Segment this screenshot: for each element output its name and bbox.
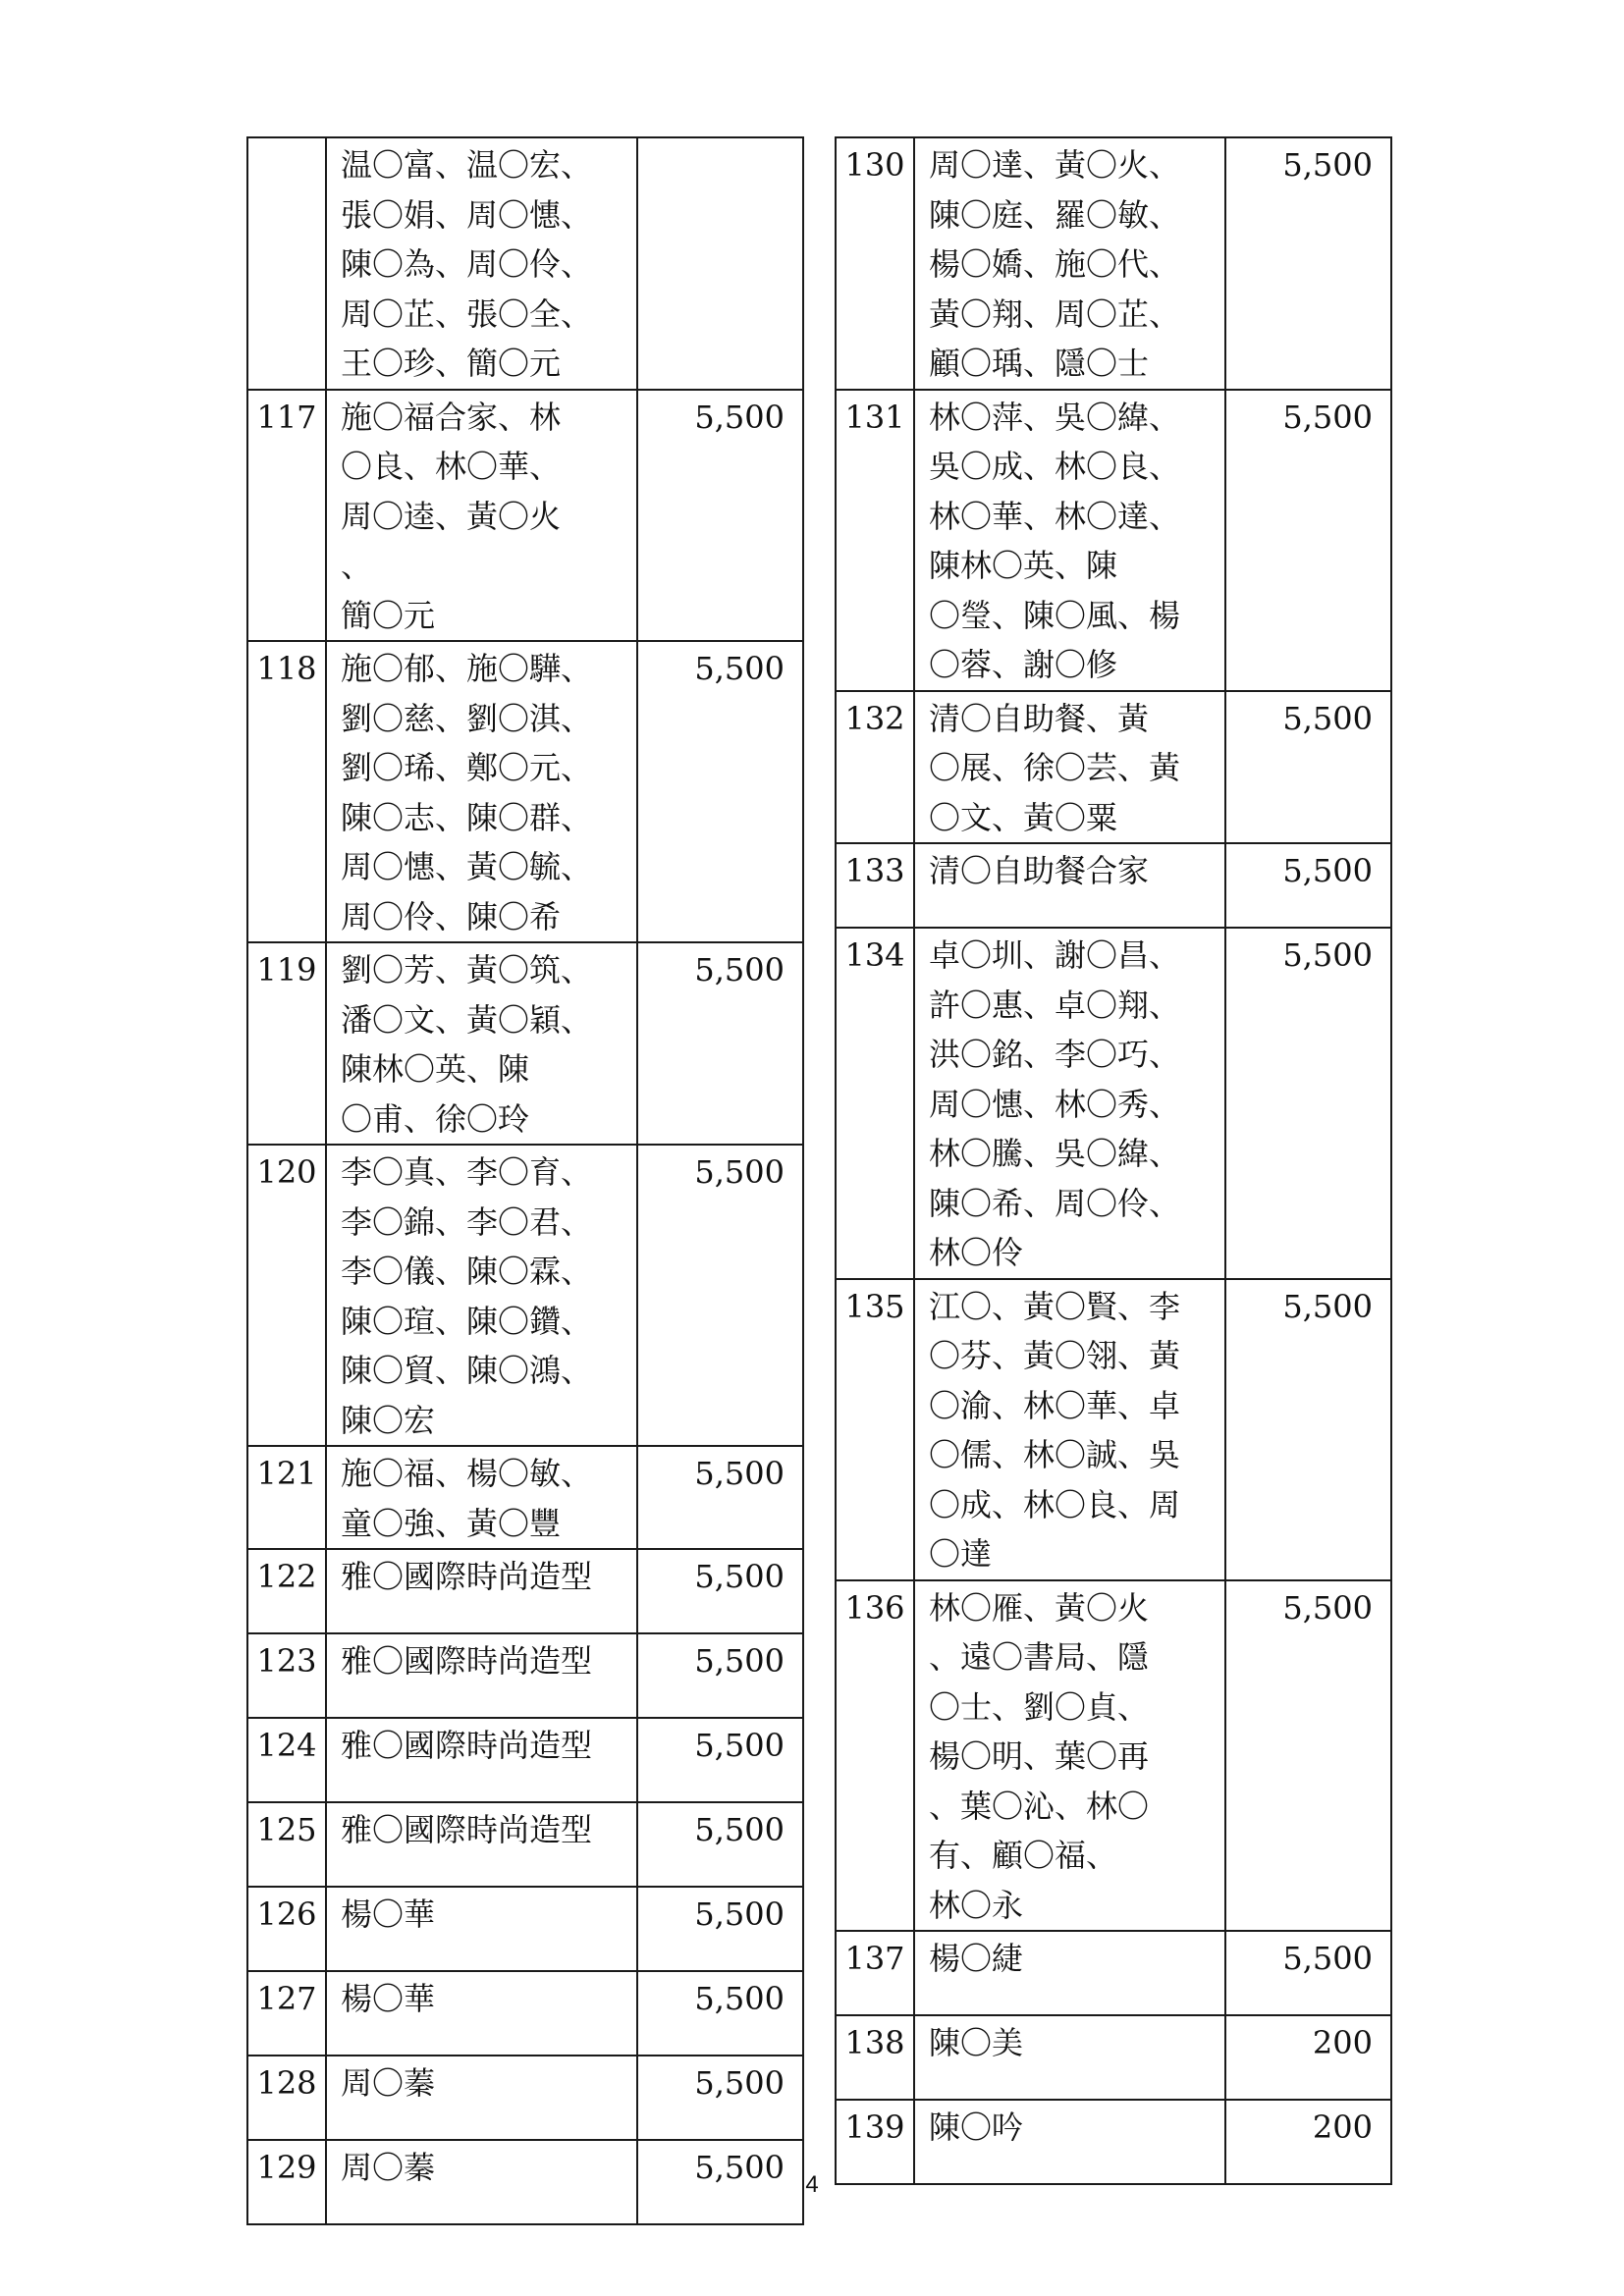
table-row — [836, 137, 1391, 390]
donation-amount: 5,500 — [637, 1718, 803, 1802]
donor-names-line: 陳〇吟 — [929, 2109, 1024, 2146]
donor-table-left-body — [247, 137, 803, 2224]
donor-names-line: 李〇儀、陳〇霖、 — [341, 1253, 593, 1290]
donor-names-line: 陳〇美 — [929, 2024, 1024, 2061]
donor-names — [914, 928, 1225, 1279]
row-number: 124 — [247, 1718, 326, 1802]
row-number: 123 — [247, 1633, 326, 1718]
row-number: 127 — [247, 1971, 326, 2056]
donation-amount: 5,500 — [1225, 137, 1391, 390]
row-number: 125 — [247, 1802, 326, 1887]
row-number: 122 — [247, 1549, 326, 1633]
row-number: 119 — [247, 942, 326, 1145]
row-number: 132 — [836, 691, 914, 844]
donor-names-line: 顧〇瑀、隱〇士 — [929, 345, 1150, 382]
row-number: 133 — [836, 843, 914, 928]
donor-names-line: 周〇伶、陳〇希 — [341, 897, 562, 935]
table-row — [836, 928, 1391, 1279]
row-number: 121 — [247, 1446, 326, 1549]
donation-amount: 5,500 — [1225, 1931, 1391, 2015]
donor-names-line: 陳林〇英、陳 — [341, 1050, 530, 1088]
donor-names-line: 江〇、黃〇賢、李 — [929, 1287, 1181, 1325]
donor-names-line: 王〇珍、簡〇元 — [341, 345, 562, 382]
row-number: 120 — [247, 1145, 326, 1446]
donation-amount: 5,500 — [637, 1446, 803, 1549]
donor-names-line: 〇渝、林〇華、卓 — [929, 1386, 1181, 1424]
donation-amount: 5,500 — [637, 2140, 803, 2224]
donor-table-left — [246, 136, 804, 2225]
table-row — [247, 1718, 803, 1802]
donor-names-line: 林〇伶 — [929, 1234, 1024, 1271]
donor-names-line: 施〇郁、施〇驊、 — [341, 650, 593, 687]
donor-names-line: 李〇錦、李〇君、 — [341, 1202, 593, 1241]
donor-names-line: 陳林〇英、陳 — [929, 547, 1118, 584]
donor-names-line: 施〇福合家、林 — [341, 398, 562, 436]
row-number: 118 — [247, 641, 326, 942]
donor-names-line: 林〇永 — [929, 1886, 1024, 1924]
donation-amount: 5,500 — [637, 1549, 803, 1633]
donor-names — [326, 2056, 637, 2140]
donor-names-line: 林〇萍、吳〇緯、 — [929, 398, 1181, 436]
donor-names-line: 雅〇國際時尚造型 — [341, 1811, 593, 1848]
donor-names-line: 林〇騰、吳〇緯、 — [929, 1135, 1181, 1172]
donor-names-line: 清〇自助餐、黃 — [929, 699, 1150, 737]
donor-names-line: 〇甫、徐〇玲 — [341, 1099, 530, 1138]
donor-names-line: 陳〇瑄、陳〇鑽、 — [341, 1302, 593, 1340]
donor-table-right-body — [836, 137, 1391, 2184]
table-row — [247, 1802, 803, 1887]
donor-names-line: 雅〇國際時尚造型 — [341, 1642, 593, 1680]
donor-names-line: 〇達 — [929, 1535, 993, 1573]
donor-names-line: 〇士、劉〇貞、 — [929, 1687, 1150, 1726]
donor-names-line: 〇芬、黃〇翎、黃 — [929, 1337, 1181, 1374]
donor-table-right — [835, 136, 1392, 2185]
donor-names-line: 陳〇庭、羅〇敏、 — [929, 195, 1181, 234]
donor-names — [326, 942, 637, 1145]
donor-names-line: 周〇逵、黃〇火 — [341, 497, 562, 535]
donor-names-line: 雅〇國際時尚造型 — [341, 1727, 593, 1764]
donor-names — [326, 1633, 637, 1718]
donor-names-line: 〇文、黃〇粟 — [929, 798, 1118, 836]
donation-amount: 5,500 — [637, 1145, 803, 1446]
table-row — [836, 843, 1391, 928]
donor-names-line: 清〇自助餐合家 — [929, 852, 1150, 889]
donor-names — [326, 1802, 637, 1887]
donor-names-line: 洪〇銘、李〇巧、 — [929, 1036, 1181, 1073]
donor-names-line: 陳〇貿、陳〇鴻、 — [341, 1352, 593, 1389]
donor-names — [326, 390, 637, 642]
table-row — [247, 2056, 803, 2140]
donation-amount: 5,500 — [637, 641, 803, 942]
table-row — [836, 2015, 1391, 2100]
row-number: 126 — [247, 1887, 326, 1971]
donor-names — [914, 2015, 1225, 2100]
row-number: 135 — [836, 1279, 914, 1580]
donation-amount — [637, 137, 803, 390]
donor-names-line: 陳〇希、周〇伶、 — [929, 1184, 1181, 1222]
donor-names-line: 許〇惠、卓〇翔、 — [929, 986, 1181, 1024]
table-row — [247, 942, 803, 1145]
donation-amount: 5,500 — [637, 942, 803, 1145]
table-row — [247, 1145, 803, 1446]
donor-names — [326, 137, 637, 390]
donor-names — [914, 1279, 1225, 1580]
table-row — [836, 1580, 1391, 1932]
row-number: 131 — [836, 390, 914, 691]
donor-names-line: 、葉〇沁、林〇 — [929, 1787, 1150, 1825]
table-row — [836, 1279, 1391, 1580]
row-number: 130 — [836, 137, 914, 390]
donation-amount: 5,500 — [1225, 843, 1391, 928]
donor-names-line: 、遠〇書局、隱 — [929, 1638, 1150, 1676]
donor-names — [914, 137, 1225, 390]
donation-amount: 5,500 — [637, 1633, 803, 1718]
donation-amount: 5,500 — [1225, 928, 1391, 1279]
donor-names-line: 楊〇華 — [341, 1980, 436, 2017]
table-row — [836, 390, 1391, 691]
donation-amount: 5,500 — [637, 1971, 803, 2056]
donation-amount: 5,500 — [1225, 390, 1391, 691]
row-number: 138 — [836, 2015, 914, 2100]
donor-names — [326, 1446, 637, 1549]
donor-names — [914, 843, 1225, 928]
donation-amount: 5,500 — [637, 1802, 803, 1887]
donor-names-line: 、 — [341, 547, 373, 584]
donor-names-line: 周〇芷、張〇全、 — [341, 294, 593, 333]
donor-names-line: 林〇華、林〇達、 — [929, 497, 1181, 535]
donor-names — [914, 390, 1225, 691]
donor-names — [914, 1931, 1225, 2015]
donation-amount: 5,500 — [637, 1887, 803, 1971]
donor-names-line: 〇成、林〇良、周 — [929, 1485, 1181, 1523]
row-number — [247, 137, 326, 390]
donor-names-line: 潘〇文、黃〇穎、 — [341, 1000, 593, 1039]
table-row — [836, 1931, 1391, 2015]
donor-names-line: 有、顧〇福、 — [929, 1837, 1118, 1874]
table-row — [836, 691, 1391, 844]
donor-names-line: 簡〇元 — [341, 596, 436, 634]
table-row — [247, 1549, 803, 1633]
donation-amount: 5,500 — [1225, 1279, 1391, 1580]
donor-names-line: 楊〇緁 — [929, 1940, 1024, 1977]
donor-names-line: 〇蓉、謝〇修 — [929, 646, 1118, 683]
row-number: 139 — [836, 2100, 914, 2184]
donor-names-line: 劉〇慈、劉〇淇、 — [341, 699, 593, 737]
donor-names-line: 童〇強、黃〇豐 — [341, 1504, 562, 1542]
donor-names-line: 黃〇翔、周〇芷、 — [929, 294, 1181, 333]
table-row — [247, 1446, 803, 1549]
row-number: 134 — [836, 928, 914, 1279]
donor-names-line: 李〇真、李〇育、 — [341, 1153, 593, 1191]
table-row — [247, 1633, 803, 1718]
donor-names-line: 〇儒、林〇誠、吳 — [929, 1436, 1181, 1473]
donor-names-line: 周〇蓁 — [341, 2064, 436, 2102]
donor-names — [326, 1718, 637, 1802]
donor-names-line: 周〇憓、黃〇毓、 — [341, 848, 593, 885]
donor-names-line: 楊〇華 — [341, 1896, 436, 1933]
donor-names — [326, 1145, 637, 1446]
donor-names-line: 周〇憓、林〇秀、 — [929, 1085, 1181, 1123]
table-row — [247, 390, 803, 642]
donor-names-line: 〇展、徐〇芸、黃 — [929, 749, 1181, 786]
donor-names — [914, 691, 1225, 844]
donor-names-line: 楊〇明、葉〇再 — [929, 1737, 1150, 1775]
donor-names-line: 周〇達、黃〇火、 — [929, 146, 1181, 184]
donor-names-line: 林〇雁、黃〇火 — [929, 1588, 1150, 1627]
row-number: 117 — [247, 390, 326, 642]
donor-names — [326, 641, 637, 942]
donor-names — [326, 1887, 637, 1971]
table-row — [247, 137, 803, 390]
table-row — [247, 1887, 803, 1971]
page-number: 4 — [805, 2171, 819, 2198]
donor-names-line: 劉〇芳、黃〇筑、 — [341, 951, 593, 988]
donor-names — [326, 1549, 637, 1633]
donor-names-line: 温〇富、温〇宏、 — [341, 146, 593, 184]
donor-names-line: 周〇蓁 — [341, 2149, 436, 2186]
row-number: 128 — [247, 2056, 326, 2140]
donation-amount: 200 — [1225, 2100, 1391, 2184]
donor-names — [326, 1971, 637, 2056]
donation-amount: 5,500 — [637, 2056, 803, 2140]
donor-names-line: 陳〇為、周〇伶、 — [341, 245, 593, 283]
donor-names-line: 雅〇國際時尚造型 — [341, 1558, 593, 1595]
table-row — [247, 1971, 803, 2056]
donor-names-line: 劉〇琋、鄭〇元、 — [341, 749, 593, 786]
donor-names — [914, 1580, 1225, 1932]
donor-names-line: 楊〇嬌、施〇代、 — [929, 245, 1181, 283]
donation-amount: 5,500 — [1225, 691, 1391, 844]
donation-amount: 5,500 — [1225, 1580, 1391, 1932]
donor-names-line: 〇瑩、陳〇風、楊 — [929, 596, 1181, 634]
donor-names-line: 卓〇圳、謝〇昌、 — [929, 936, 1181, 974]
donor-names-line: 〇良、林〇華、 — [341, 448, 562, 485]
donor-names-line: 施〇福、楊〇敏、 — [341, 1455, 593, 1492]
donor-names-line: 張〇娟、周〇憓、 — [341, 195, 593, 234]
donation-amount: 5,500 — [637, 390, 803, 642]
donation-amount: 200 — [1225, 2015, 1391, 2100]
row-number: 136 — [836, 1580, 914, 1932]
donor-names-line: 吳〇成、林〇良、 — [929, 448, 1181, 485]
row-number: 129 — [247, 2140, 326, 2224]
donor-names-line: 陳〇宏 — [341, 1401, 436, 1439]
table-row — [247, 641, 803, 942]
row-number: 137 — [836, 1931, 914, 2015]
donor-names-line: 陳〇志、陳〇群、 — [341, 798, 593, 836]
